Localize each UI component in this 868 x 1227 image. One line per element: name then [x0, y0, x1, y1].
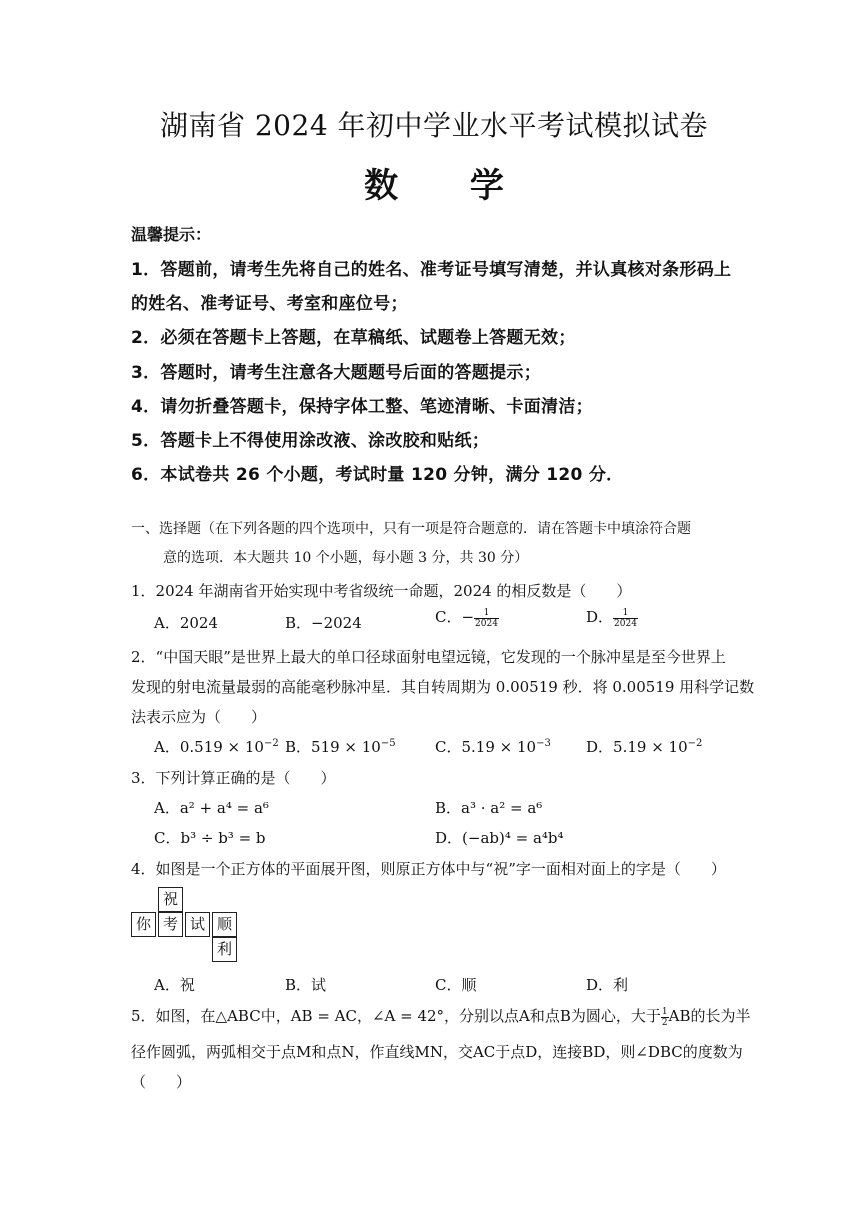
- net-cell: 祝: [158, 887, 183, 912]
- q5-stem-line2: 径作圆弧，两弧相交于点M和点N，作直线MN，交AC于点D，连接BD，则∠DBC的度数为: [131, 1043, 743, 1061]
- tip-item: 3．答题时，请考生注意各大题题号后面的答题提示；: [131, 363, 542, 383]
- q2-option-a: A．$0.519 \times 10^{-2}$: [154, 738, 279, 756]
- q2-stem-line1: 2．“中国天眼”是世界上最大的单口径球面射电望远镜，它发现的一个脉冲星是至今世界上: [131, 648, 726, 666]
- q3-option-c: C．b³ ÷ b³ = b: [154, 829, 266, 847]
- tip-item: 6．本试卷共 26 个小题，考试时量 120 分钟，满分 120 分．: [131, 465, 624, 485]
- q5-stem-line1: 5．如图，在△ABC中，AB = AC，∠A = 42°，分别以点A和点B为圆心，大于 $\frac{1}{2}$ AB的长为半: [131, 1006, 751, 1028]
- q1-option-a: A．2024: [154, 614, 219, 632]
- tip-item: 1．答题前，请考生先将自己的姓名、准考证号填写清楚，并认真核对条形码上: [131, 260, 732, 280]
- net-cell: 你: [131, 912, 156, 937]
- net-cell: 考: [158, 912, 183, 937]
- subject-title: 数 学: [364, 166, 534, 206]
- q3-option-d: D．(−ab)⁴ = a⁴b⁴: [435, 829, 564, 847]
- q1-option-c: C．− $\frac{1}{2024}$: [435, 607, 498, 629]
- q4-option-a: A．祝: [154, 976, 195, 994]
- q2-option-d: D．$5.19 \times 10^{-2}$: [586, 738, 703, 756]
- q3-option-b: B．a³ · a² = a⁶: [435, 799, 543, 817]
- q2-option-b: B．$519 \times 10^{-5}$: [285, 738, 396, 756]
- tip-item: 2．必须在答题卡上答题，在草稿纸、试题卷上答题无效；: [131, 328, 576, 348]
- tip-item: 的姓名、准考证号、考室和座位号；: [131, 294, 408, 314]
- q2-stem-line2: 发现的射电流量最弱的高能毫秒脉冲星．其自转周期为 0.00519 秒．将 0.00519 用科学记数: [131, 678, 755, 696]
- exam-title: 湖南省 2024 年初中学业水平考试模拟试卷: [159, 109, 709, 142]
- net-cell: 试: [185, 912, 210, 937]
- q2-option-c: C．$5.19 \times 10^{-3}$: [435, 738, 551, 756]
- net-cell: 顺: [212, 912, 237, 937]
- net-cell: 利: [212, 937, 237, 962]
- section-heading: 一、选择题（在下列各题的四个选项中，只有一项是符合题意的．请在答题卡中填涂符合题: [131, 521, 691, 537]
- tip-item: 4．请勿折叠答题卡，保持字体工整、笔迹清晰、卡面清洁；: [131, 397, 593, 417]
- q4-option-b: B．试: [285, 976, 327, 994]
- tip-item: 5．答题卡上不得使用涂改液、涂改胶和贴纸；: [131, 431, 490, 451]
- q3-stem: 3．下列计算正确的是（ ）: [131, 769, 336, 787]
- q1-stem: 1．2024 年湖南省开始实现中考省级统一命题，2024 的相反数是（ ）: [131, 582, 632, 600]
- q1-option-d: D． $\frac{1}{2024}$: [586, 607, 637, 629]
- q3-option-a: A．a² + a⁴ = a⁶: [154, 799, 269, 817]
- q1-option-b: B．−2024: [285, 614, 362, 632]
- section-heading-cont: 意的选项．本大题共 10 个小题，每小题 3 分，共 30 分）: [163, 550, 529, 566]
- q4-option-c: C．顺: [435, 976, 477, 994]
- q4-option-d: D．利: [586, 976, 629, 994]
- tips-heading: 温馨提示：: [131, 225, 212, 244]
- q5-stem-line3: （ ）: [131, 1073, 192, 1091]
- q2-stem-line3: 法表示应为（ ）: [131, 708, 267, 726]
- q4-stem: 4．如图是一个正方体的平面展开图，则原正方体中与“祝”字一面相对面上的字是（ ）: [131, 860, 726, 878]
